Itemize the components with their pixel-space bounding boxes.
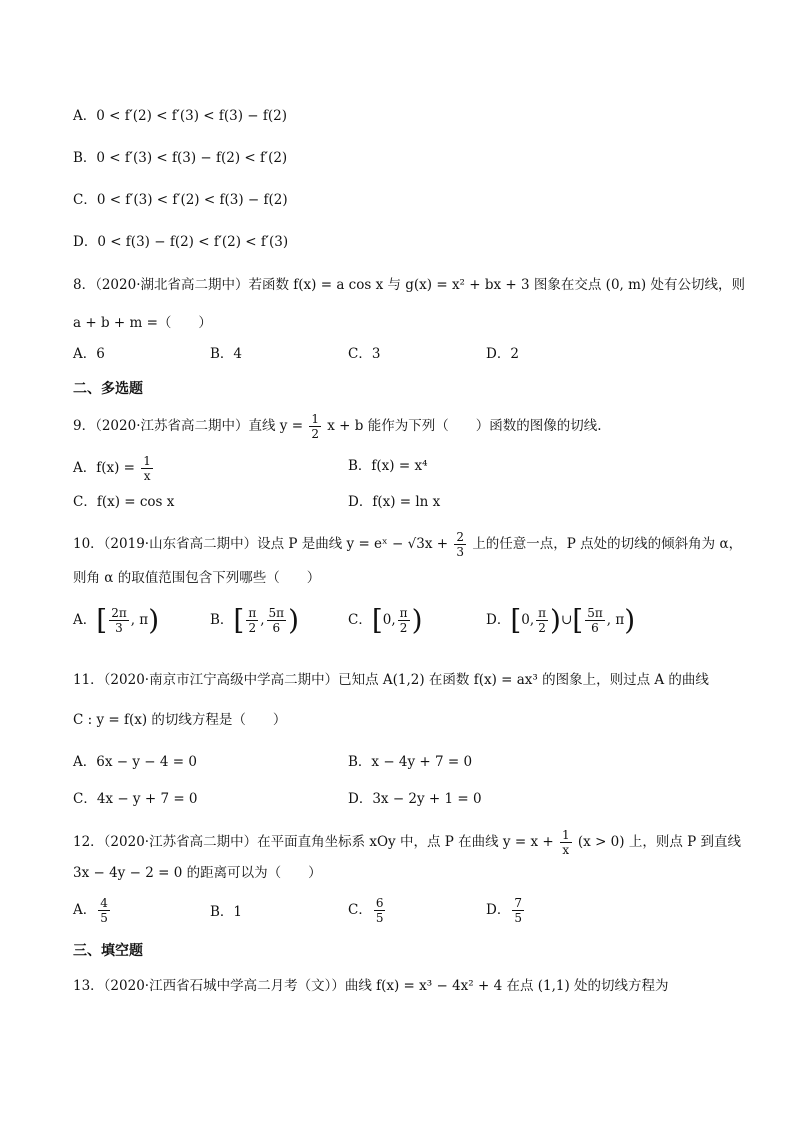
q12-d-fraction (512, 896, 524, 925)
bracket-open: [ (233, 603, 245, 637)
q12-c-fraction (374, 896, 386, 925)
q10-a-fraction (109, 606, 129, 635)
q7-option-d: D．0 < f(3) − f(2) < f′(2) < f′(3) (73, 234, 289, 250)
q9-stem-end: x + b 能作为下列（ ）函数的图像的切线. (327, 418, 602, 434)
q10-stem-start: 10．（2019·山东省高二期中）设点 P 是曲线 y = eˣ − √3x + (73, 536, 449, 552)
q9-stem (73, 412, 601, 441)
q10-d-den2: 6 (591, 621, 599, 635)
q12-option-c (348, 896, 387, 925)
q9-option-c: C．f(x) = cos x (73, 494, 175, 510)
q12-option-d-label: D． (486, 902, 511, 918)
bracket-open: [ (510, 603, 522, 637)
q10-b-num1: π (248, 606, 257, 620)
q9-option-d: D．f(x) = ln x (348, 494, 441, 510)
q10-d-tail: , π (606, 612, 625, 628)
q10-a-num: 2π (111, 606, 127, 620)
q10-d-head: 0, (521, 612, 535, 628)
q11-option-a: A．6x − y − 4 = 0 (73, 754, 197, 770)
section-heading-multiple-choice: 二、多选题 (73, 381, 143, 397)
q12-frac-den: x (562, 843, 570, 857)
paren-close: ) (550, 603, 561, 637)
q11-option-b: B．x − 4y + 7 = 0 (348, 754, 473, 770)
q10-c-den: 2 (399, 621, 408, 635)
q10-option-a-label: A． (73, 612, 97, 628)
q8-option-b: B．4 (210, 346, 243, 362)
q10-option-c-label: C． (348, 612, 372, 628)
q11-option-d: D．3x − 2y + 1 = 0 (348, 791, 482, 807)
q9-stem-start: 9．（2020·江苏省高二期中）直线 y = (73, 418, 304, 434)
q10-b-num2: 5π (268, 606, 285, 620)
q8-option-d: D．2 (486, 346, 519, 362)
q8-stem-cont: a + b + m =（ ） (73, 315, 212, 331)
q10-option-c (348, 603, 423, 637)
q12-c-den: 5 (375, 911, 384, 925)
q12-option-a (73, 896, 112, 925)
q10-option-d (486, 603, 636, 637)
q12-stem (73, 828, 741, 857)
q11-stem: 11．（2020·南京市江宁高级中学高二期中）已知点 A(1,2) 在函数 f(x) = ax³ 的图象上，则过点 A 的曲线 (73, 672, 709, 688)
paren-close: ) (624, 603, 636, 637)
q9-frac-num: 1 (311, 412, 319, 426)
q12-d-num: 7 (514, 896, 522, 910)
paren-close: ) (148, 603, 160, 637)
bracket-open: [ (371, 603, 383, 637)
q8-option-c: C．3 (348, 346, 381, 362)
q10-option-b: B．[ $\frac{\pi}{2}$ , $\frac{5\pi}{6}$ ) (210, 603, 300, 637)
q10-d-num2: 5π (587, 606, 603, 620)
q12-stem-end: (x > 0) 上，则点 P 到直线 (577, 834, 741, 850)
q8-option-a: A．6 (73, 346, 105, 362)
q10-a-den: 3 (115, 621, 123, 635)
q10-stem (73, 530, 742, 559)
q12-option-c-label: C． (348, 902, 372, 918)
paren-close: ) (288, 603, 300, 637)
q12-stem-cont: 3x − 4y − 2 = 0 的距离可以为（ ） (73, 865, 322, 881)
q10-option-d-label: D． (486, 612, 511, 628)
q10-frac-den: 3 (456, 545, 465, 559)
bracket-open: [ (572, 603, 584, 637)
q7-option-b: B．0 < f′(3) < f(3) − f(2) < f′(2) (73, 150, 288, 166)
q10-b-den1: 2 (248, 621, 257, 635)
q9-option-a-num: 1 (143, 454, 151, 468)
q12-a-den: 5 (100, 911, 108, 925)
q9-option-a-den: x (143, 469, 151, 483)
paren-close: ) (411, 603, 423, 637)
q12-option-a-label: A． (73, 902, 97, 918)
q12-option-d (486, 896, 526, 925)
bracket-open: [ (96, 603, 108, 637)
q12-a-fraction (98, 896, 110, 925)
q10-b-den2: 6 (272, 621, 281, 635)
q10-option-a (73, 603, 160, 637)
q10-b-fraction-2 (267, 606, 287, 635)
q12-stem-start: 12．（2020·江苏省高二期中）在平面直角坐标系 xOy 中，点 P 在曲线 y = x + (73, 834, 554, 850)
q9-option-a (73, 454, 155, 483)
q12-a-num: 4 (100, 896, 108, 910)
q9-option-b: B．f(x) = x⁴ (348, 458, 428, 474)
q10-c-fraction (398, 606, 410, 635)
q9-option-a-text: A．f(x) = (73, 460, 135, 476)
q10-d-num: π (538, 606, 547, 620)
q9-fraction (309, 412, 321, 441)
q12-option-b: B．1 (210, 904, 243, 920)
q7-option-c: C．0 < f′(3) < f′(2) < f(3) − f(2) (73, 192, 288, 208)
q10-stem-end: 上的任意一点，P 点处的切线的倾斜角为 α， (472, 536, 743, 552)
q10-c-num: π (399, 606, 408, 620)
q12-fraction (560, 828, 572, 857)
q10-frac-num: 2 (456, 530, 465, 544)
q10-d-fraction-2 (585, 606, 605, 635)
q10-b-fraction-1 (246, 606, 258, 635)
q8-stem: 8．（2020·湖北省高二期中）若函数 f(x) = a cos x 与 g(x) = x² + bx + 3 图象在交点 (0, m) 处有公切线，则 (73, 277, 745, 293)
q10-fraction (454, 530, 466, 559)
q11-stem-cont: C : y = f(x) 的切线方程是（ ） (73, 712, 287, 728)
q10-d-union: ∪ (560, 612, 573, 628)
q10-d-den: 2 (538, 621, 546, 635)
section-heading-fill-in: 三、填空题 (73, 943, 143, 959)
q11-option-c: C．4x − y + 7 = 0 (73, 791, 198, 807)
q10-d-fraction-1 (536, 606, 548, 635)
q10-c-head: 0, (382, 612, 396, 628)
q10-option-b-label: B． (210, 612, 234, 628)
q9-option-a-fraction (141, 454, 153, 483)
q10-a-tail: , π (130, 612, 149, 628)
q7-option-a: A．0 < f′(2) < f′(3) < f(3) − f(2) (73, 108, 288, 124)
q12-frac-num: 1 (561, 828, 570, 842)
q12-c-num: 6 (375, 896, 384, 910)
q13-stem: 13．（2020·江西省石城中学高二月考（文））曲线 f(x) = x³ − 4x² + 4 在点 (1,1) 处的切线方程为 (73, 978, 669, 994)
q10-stem-cont: 则角 α 的取值范围包含下列哪些（ ） (73, 570, 321, 586)
q9-frac-den: 2 (311, 427, 319, 441)
q12-d-den: 5 (514, 911, 522, 925)
